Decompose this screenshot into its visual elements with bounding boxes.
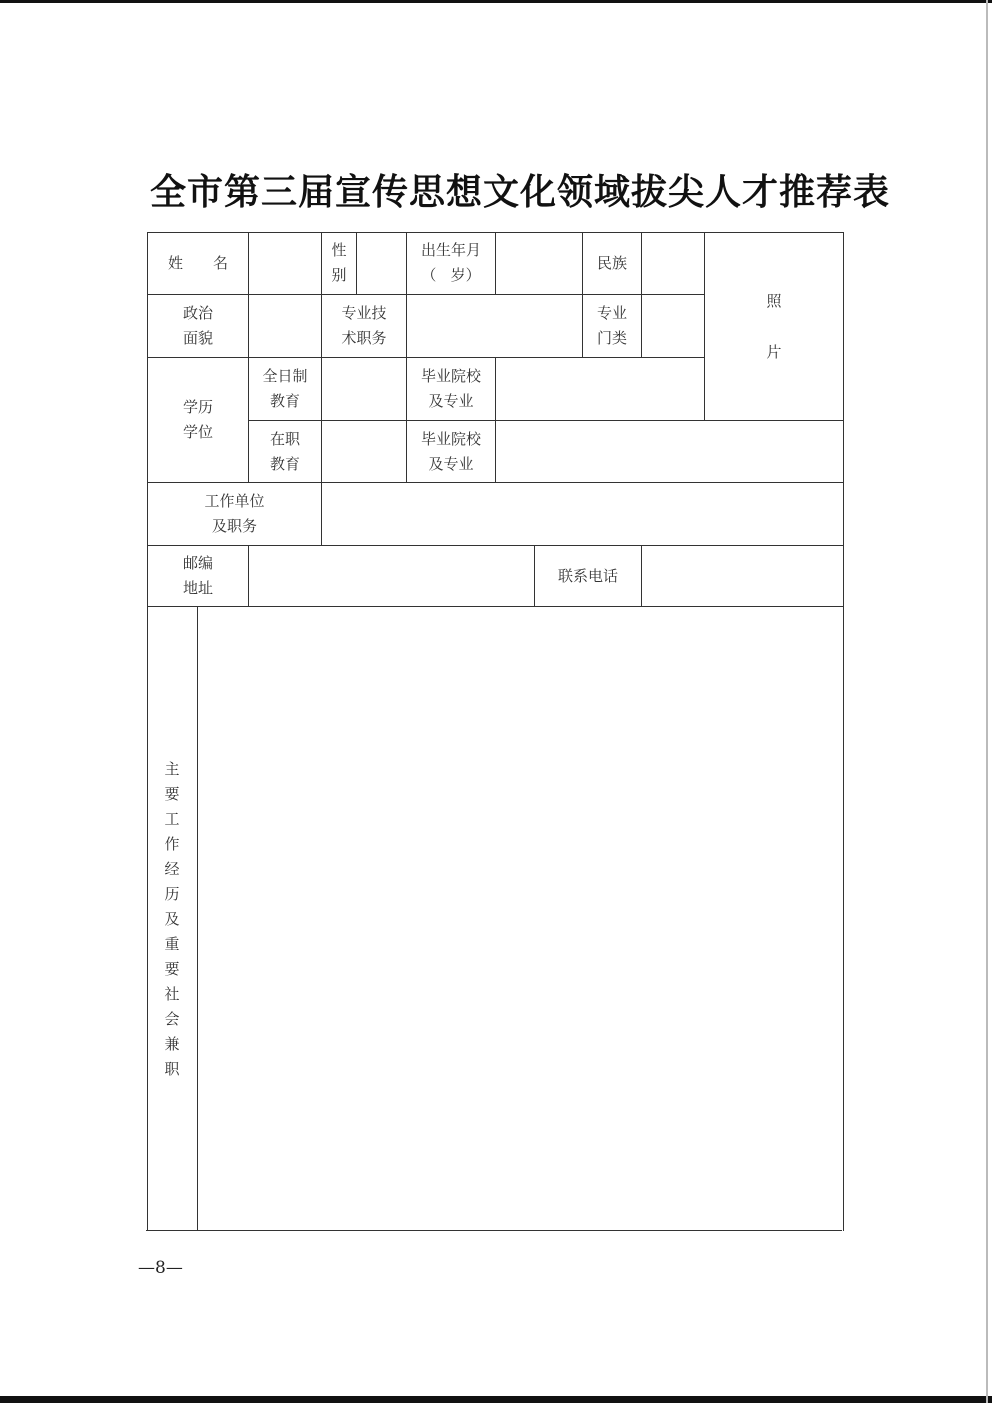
form-title: 全市第三届宣传思想文化领域拔尖人才推荐表 bbox=[150, 171, 891, 213]
political-status-field[interactable] bbox=[249, 295, 321, 357]
table-border-bottom bbox=[146, 1230, 842, 1231]
scan-edge-right bbox=[986, 0, 988, 1403]
specialty-field[interactable] bbox=[642, 295, 704, 357]
inservice-school-label: 毕业院校 及专业 bbox=[420, 429, 481, 473]
ethnicity-field[interactable] bbox=[642, 233, 704, 294]
fulltime-school-label: 毕业院校 及专业 bbox=[420, 367, 481, 410]
specialty-label: 专业 门类 bbox=[596, 304, 627, 347]
political-status-label: 政治 面貌 bbox=[182, 304, 213, 347]
technical-title-field[interactable] bbox=[407, 295, 582, 357]
technical-title-label: 专业技 术职务 bbox=[341, 304, 387, 347]
name-field[interactable] bbox=[249, 233, 321, 294]
gender-label: 性 别 bbox=[331, 241, 347, 284]
fulltime-education-field[interactable] bbox=[322, 358, 406, 420]
address-label: 邮编 地址 bbox=[182, 554, 213, 597]
employer-field[interactable] bbox=[322, 483, 843, 545]
inservice-education-label: 在职 教育 bbox=[269, 429, 300, 473]
fulltime-school-field[interactable] bbox=[496, 358, 704, 420]
scan-edge-bottom bbox=[0, 1396, 992, 1403]
scan-edge-top bbox=[0, 0, 992, 3]
education-label: 学历 学位 bbox=[182, 398, 213, 441]
table-border-right bbox=[843, 232, 844, 1231]
gender-field[interactable] bbox=[357, 233, 406, 294]
address-field[interactable] bbox=[249, 546, 534, 606]
inservice-education-field[interactable] bbox=[322, 421, 406, 482]
experience-label: 主要工作经历及重要社会兼职 bbox=[164, 759, 180, 1078]
experience-field[interactable] bbox=[198, 607, 843, 1230]
birth-date-label: 出生年月 （ 岁） bbox=[420, 241, 481, 284]
fulltime-education-label: 全日制 教育 bbox=[262, 367, 308, 410]
ethnicity-label: 民族 bbox=[596, 253, 627, 272]
inservice-school-field[interactable] bbox=[496, 421, 843, 482]
phone-field[interactable] bbox=[642, 546, 843, 606]
birth-date-field[interactable] bbox=[496, 233, 582, 294]
phone-label: 联系电话 bbox=[557, 566, 618, 585]
page-number: —8— bbox=[138, 1258, 183, 1278]
employer-label: 工作单位 及职务 bbox=[204, 492, 265, 535]
photo-area[interactable]: 照 片 bbox=[766, 291, 782, 361]
name-label: 姓 名 bbox=[167, 253, 229, 272]
